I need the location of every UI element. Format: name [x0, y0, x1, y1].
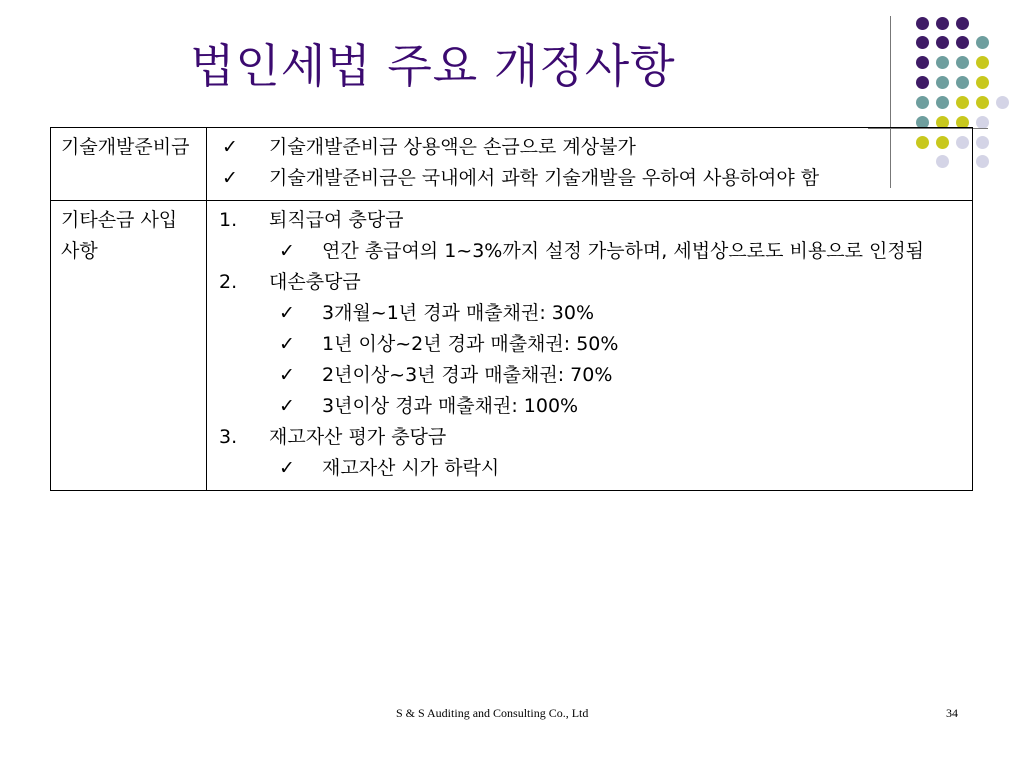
list-item-text: 재고자산 시가 하락시	[322, 457, 500, 479]
row-label: 기타손금 사입 사항	[51, 201, 207, 491]
numbered-item	[217, 267, 962, 298]
decorative-dot	[996, 96, 1009, 109]
numbered-item-heading: 퇴직급여 충당금	[269, 209, 404, 231]
revision-table	[50, 127, 973, 491]
numbered-item	[217, 422, 962, 453]
item-number: 2.	[219, 271, 238, 293]
decorative-dot	[976, 96, 989, 109]
list-item-text: 기술개발준비금 상용액은 손금으로 계상불가	[269, 136, 636, 158]
list-item	[217, 329, 962, 360]
decorative-dot	[936, 17, 949, 30]
decorative-dot	[976, 36, 989, 49]
list-item	[217, 132, 962, 163]
decorative-dot	[916, 56, 929, 69]
decorative-dot	[916, 96, 929, 109]
decorative-dot	[916, 36, 929, 49]
decorative-dot	[956, 17, 969, 30]
list-item	[217, 391, 962, 422]
numbered-item	[217, 205, 962, 236]
list-item	[217, 163, 962, 194]
list-item-text: 기술개발준비금은 국내에서 과학 기술개발을 우하여 사용하여야 함	[269, 167, 820, 189]
checkmark-icon: ✓	[222, 136, 238, 158]
checkmark-icon: ✓	[279, 240, 295, 262]
list-item-text: 3년이상 경과 매출채권: 100%	[322, 395, 579, 417]
row-content	[207, 201, 973, 491]
decorative-dot	[956, 56, 969, 69]
slide-title: 법인세법 주요 개정사항	[190, 39, 676, 93]
checkmark-icon: ✓	[279, 364, 295, 386]
list-item	[217, 236, 962, 267]
item-number: 1.	[219, 209, 238, 231]
table-row	[51, 201, 973, 491]
list-item-text: 2년이상~3년 경과 매출채권: 70%	[322, 364, 613, 386]
row-label: 기술개발준비금	[51, 128, 207, 201]
item-number: 3.	[219, 426, 238, 448]
numbered-item-heading: 재고자산 평가 충당금	[269, 426, 447, 448]
decorative-dot	[976, 136, 989, 149]
checkmark-icon: ✓	[222, 167, 238, 189]
list-item	[217, 298, 962, 329]
decorative-dot	[916, 76, 929, 89]
checkmark-icon: ✓	[279, 395, 295, 417]
decorative-dot	[936, 56, 949, 69]
numbered-item-heading: 대손충당금	[269, 271, 361, 293]
list-item	[217, 453, 962, 484]
decorative-dot	[936, 96, 949, 109]
checkmark-icon: ✓	[279, 333, 295, 355]
table-row	[51, 128, 973, 201]
list-item-text: 1년 이상~2년 경과 매출채권: 50%	[322, 333, 619, 355]
decorative-dot	[936, 36, 949, 49]
decorative-dot	[976, 155, 989, 168]
decorative-dot	[976, 56, 989, 69]
decorative-dot	[936, 76, 949, 89]
decorative-dot	[956, 76, 969, 89]
decorative-dot	[956, 96, 969, 109]
checkmark-icon: ✓	[279, 457, 295, 479]
decorative-dot	[916, 17, 929, 30]
row-content	[207, 128, 973, 201]
footer-company: S & S Auditing and Consulting Co., Ltd	[396, 706, 589, 720]
decorative-dot	[956, 36, 969, 49]
decorative-dot	[976, 76, 989, 89]
list-item-text: 3개월~1년 경과 매출채권: 30%	[322, 302, 595, 324]
list-item	[217, 360, 962, 391]
list-item-text: 연간 총급여의 1~3%까지 설정 가능하며, 세법상으로도 비용으로 인정됨	[322, 240, 925, 262]
page-number: 34	[946, 706, 958, 720]
checkmark-icon: ✓	[279, 302, 295, 324]
